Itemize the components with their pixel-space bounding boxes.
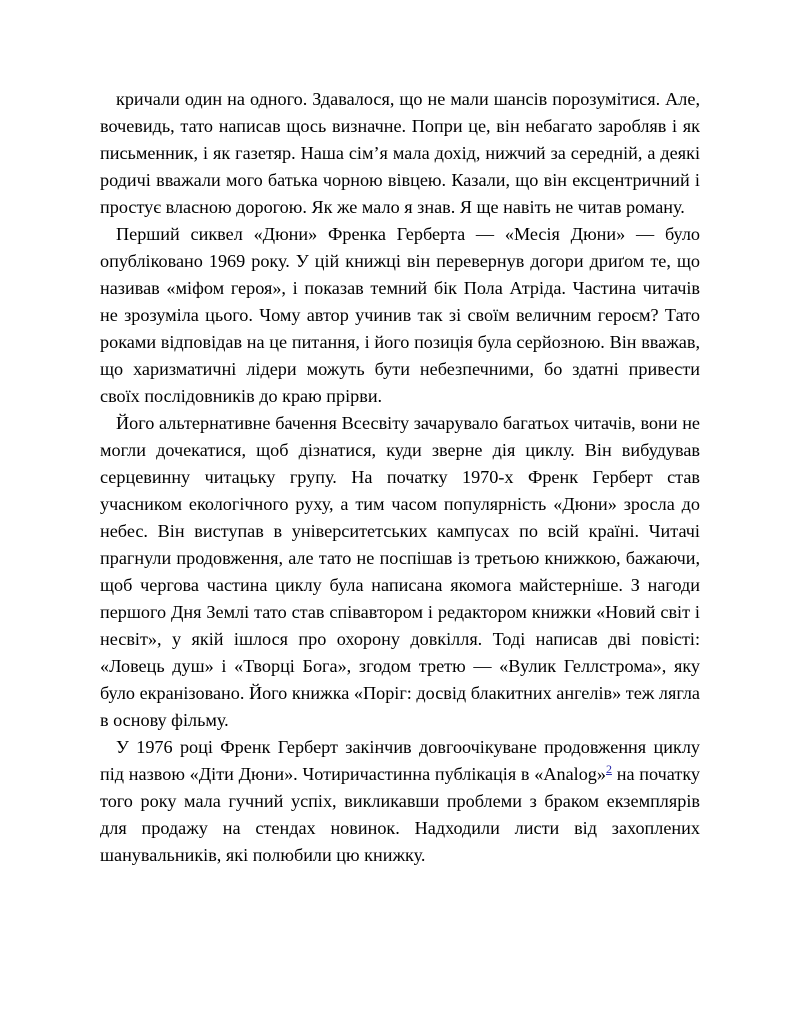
paragraph-text-after-footnote: на початку того року мала гучний успіх, викликавши проблеми з браком екземплярів для продажу на стендах новинок. Надходили листи від захоплених шанувальників, які полюбили цю книжку. <box>100 764 701 865</box>
body-text-block <box>100 86 700 869</box>
footnote-reference-link[interactable]: 2 <box>606 761 612 776</box>
paragraph: Перший сиквел «Дюни» Френка Герберта — «Месія Дюни» — було опубліковано 1969 року. У цій книжці він перевернув догори дриґом те, що називав «міфом героя», і показав темний бік Пола Атріда. Частина читачів не зрозуміла цього. Чому автор учинив так зі своїм величним героєм? Тато роками відповідав на це питання, і його позиція була серйозною. Він вважав, що харизматичні лідери можуть бути небезпечними, бо здатні привести своїх послідовників до краю прірви. <box>100 224 700 406</box>
paragraph: Його альтернативне бачення Всесвіту зачарувало багатьох читачів, вони не могли дочекатися, щоб дізнатися, куди зверне дія циклу. Він вибудував серцевинну читацьку групу. На початку 1970-х Френк Герберт став учасником екологічного руху, а тим часом популярність «Дюни» зросла до небес. Він виступав в університетських кампусах по всій країні. Читачі прагнули продовження, але тато не поспішав із третьою книжкою, бажаючи, щоб чергова частина циклу була написана якомога майстерніше. З нагоди першого Дня Землі тато став співавтором і редактором книжки «Новий світ і несвіт», у якій ішлося про охорону довкілля. Тоді написав дві повісті: «Ловець душ» і «Творці Бога», згодом третю — «Вулик Геллстрома», яку було екранізовано. Його книжка «Поріг: досвід блакитних ангелів» теж лягла в основу фільму. <box>100 413 700 730</box>
paragraph-text-before-footnote: У 1976 році Френк Герберт закінчив довгоочікуване продовження циклу під назвою «Діти Дюни». Чотиричастинна публікація в «Analog» <box>100 737 700 784</box>
paragraph-with-footnote <box>100 734 700 869</box>
paragraph: кричали один на одного. Здавалося, що не мали шансів порозумітися. Але, вочевидь, тато написав щось визначне. Попри це, він небагато заробляв і як письменник, і як газетяр. Наша сім’я мала дохід, нижчий за середній, а деякі родичі вважали мого батька чорною вівцею. Казали, що він ексцентричний і простує власною дорогою. Як же мало я знав. Я ще навіть не читав роману. <box>100 89 700 217</box>
